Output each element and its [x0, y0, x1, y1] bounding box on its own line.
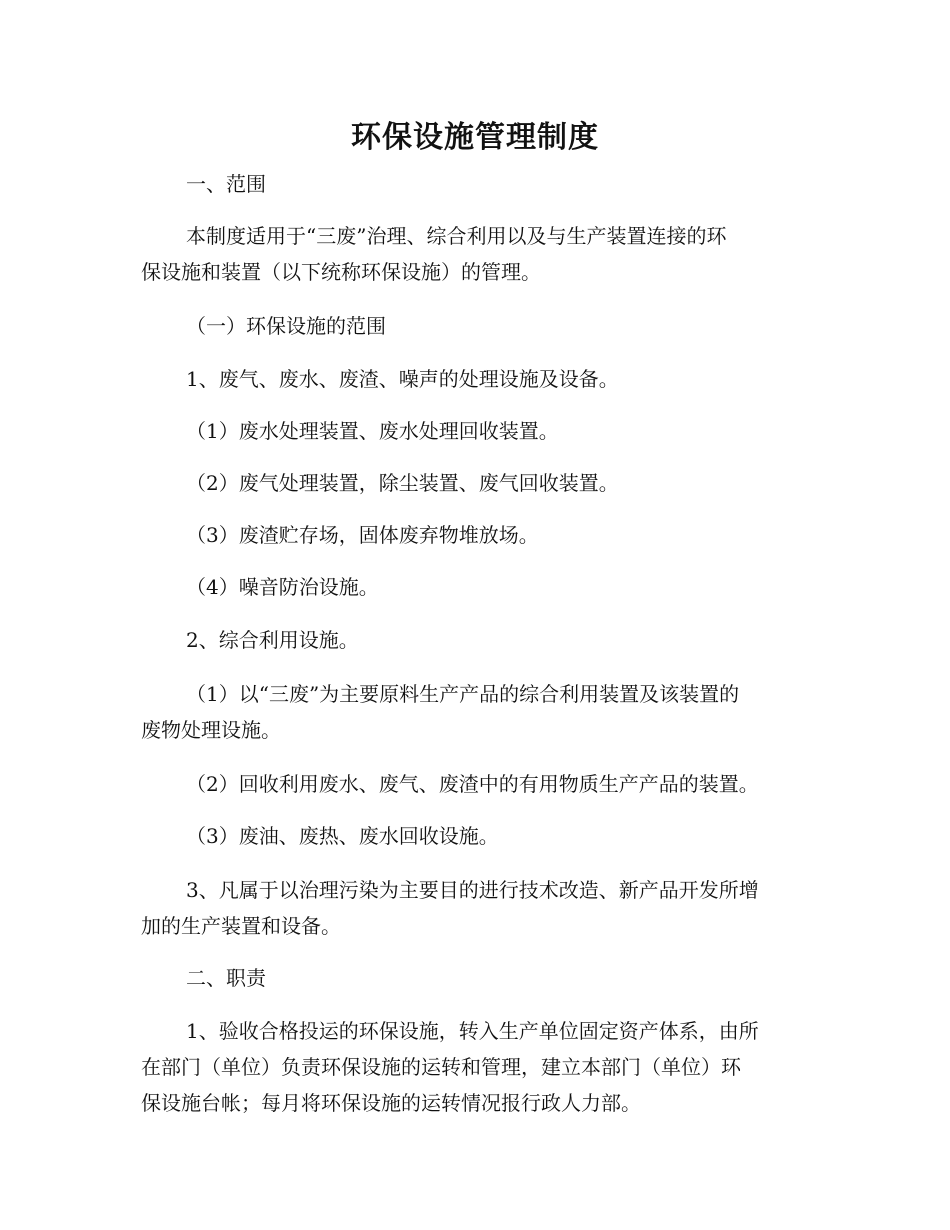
paragraph-line: 1、验收合格投运的环保设施，转入生产单位固定资产体系，由所 [186, 1019, 759, 1043]
list-item: （1）以“三废”为主要原料生产产品的综合利用装置及该装置的 [186, 682, 740, 706]
list-item: （2）回收利用废水、废气、废渣中的有用物质生产产品的装置。 [186, 772, 759, 796]
list-item: （2）废气处理装置，除尘装置、废气回收装置。 [186, 471, 619, 495]
paragraph-line: 废物处理设施。 [141, 718, 281, 742]
list-item: 1、废气、废水、废渣、噪声的处理设施及设备。 [186, 367, 619, 391]
list-item: 3、凡属于以治理污染为主要目的进行技术改造、新产品开发所增 [186, 878, 759, 902]
paragraph-line: 在部门（单位）负责环保设施的运转和管理，建立本部门（单位）环 [141, 1055, 741, 1079]
list-item: 2、综合利用设施。 [186, 628, 359, 652]
document-title: 环保设施管理制度 [351, 120, 599, 155]
list-item: （3）废油、废热、废水回收设施。 [186, 824, 499, 848]
paragraph-line: 加的生产装置和设备。 [141, 914, 341, 938]
paragraph-line: 保设施台帐；每月将环保设施的运转情况报行政人力部。 [141, 1091, 641, 1115]
paragraph-line: 保设施和装置（以下统称环保设施）的管理。 [141, 260, 541, 284]
list-item: （3）废渣贮存场，固体废弃物堆放场。 [186, 523, 539, 547]
subsection-heading: （一）环保设施的范围 [186, 314, 386, 338]
list-item: （4）噪音防治设施。 [186, 575, 379, 599]
section-heading-scope: 一、范围 [186, 172, 266, 196]
list-item: （1）废水处理装置、废水处理回收装置。 [186, 419, 559, 443]
paragraph-line: 本制度适用于“三废”治理、综合利用以及与生产装置连接的环 [186, 224, 727, 248]
section-heading-duties: 二、职责 [186, 966, 266, 990]
